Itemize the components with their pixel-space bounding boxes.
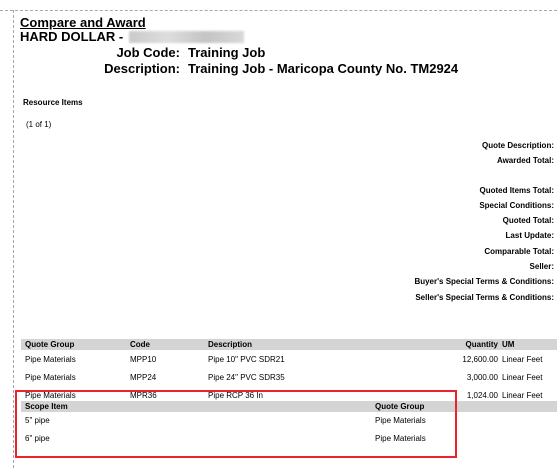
summary-label: Quote Description:: [481, 141, 554, 150]
summary-label: Seller:: [529, 262, 554, 272]
cell-quantity: 12,600.00: [462, 355, 498, 364]
cell-quote-group: Pipe Materials: [25, 373, 76, 382]
col-quantity: Quantity: [465, 340, 498, 349]
cell-description: Pipe RCP 36 In: [208, 391, 263, 400]
col-description: Description: [208, 340, 253, 349]
job-code-label: Job Code:: [116, 45, 180, 60]
page-left-border: [13, 10, 14, 468]
cell-code: MPP10: [130, 355, 157, 364]
summary-label: Comparable Total:: [484, 246, 554, 256]
summary-label: Seller's Special Terms & Conditions:: [415, 292, 554, 302]
summary-gap: [254, 169, 554, 183]
resource-items-label: Resource Items: [23, 98, 83, 107]
description-value: Training Job - Maricopa County No. TM2924: [188, 61, 459, 76]
cell-quantity: 3,000.00: [466, 373, 498, 382]
cell-quantity: 1,024.00: [466, 391, 498, 400]
col-quote-group: Quote Group: [25, 340, 75, 349]
hard-dollar-line: [20, 30, 244, 44]
cell-scope-item: 6" pipe: [25, 434, 50, 443]
summary-label: Quoted Items Total:: [479, 185, 554, 195]
cell-quote-group: Pipe Materials: [25, 391, 76, 400]
table-row: [21, 351, 557, 369]
col-um: UM: [502, 340, 515, 349]
cell-scope-item: 5" pipe: [25, 416, 50, 425]
page-top-border: [0, 10, 557, 11]
scope-highlight-box: [15, 390, 457, 458]
redacted-name: [129, 31, 244, 43]
summary-label: Buyer's Special Terms & Conditions:: [414, 277, 554, 287]
col-scope-item: Scope Item: [25, 402, 68, 411]
summary-label: Awarded Total:: [496, 156, 554, 166]
cell-description: Pipe 24" PVC SDR35: [208, 373, 285, 382]
summary-label: Special Conditions:: [479, 200, 554, 210]
report-title: Compare and Award: [20, 15, 146, 30]
cell-code: MPR36: [130, 391, 157, 400]
cell-quote-group: Pipe Materials: [375, 434, 426, 443]
table-header: [21, 339, 557, 350]
cell-quote-group: Pipe Materials: [25, 355, 76, 364]
table-row: [21, 369, 557, 387]
summary-labels: [254, 138, 554, 305]
job-code-value: Training Job: [188, 45, 266, 60]
summary-label: Quoted Total:: [502, 216, 554, 226]
description-label: Description:: [104, 61, 180, 76]
cell-code: MPP24: [130, 373, 157, 382]
col-code: Code: [130, 340, 150, 349]
hard-dollar-label: HARD DOLLAR -: [20, 29, 124, 44]
cell-um: Linear Feet: [502, 373, 543, 382]
cell-quote-group: Pipe Materials: [375, 416, 426, 425]
summary-label: Last Update:: [505, 231, 554, 241]
cell-um: Linear Feet: [502, 391, 543, 400]
resource-items-count: (1 of 1): [26, 120, 52, 129]
col-quote-group: Quote Group: [375, 402, 425, 411]
cell-um: Linear Feet: [502, 355, 543, 364]
cell-description: Pipe 10" PVC SDR21: [208, 355, 285, 364]
